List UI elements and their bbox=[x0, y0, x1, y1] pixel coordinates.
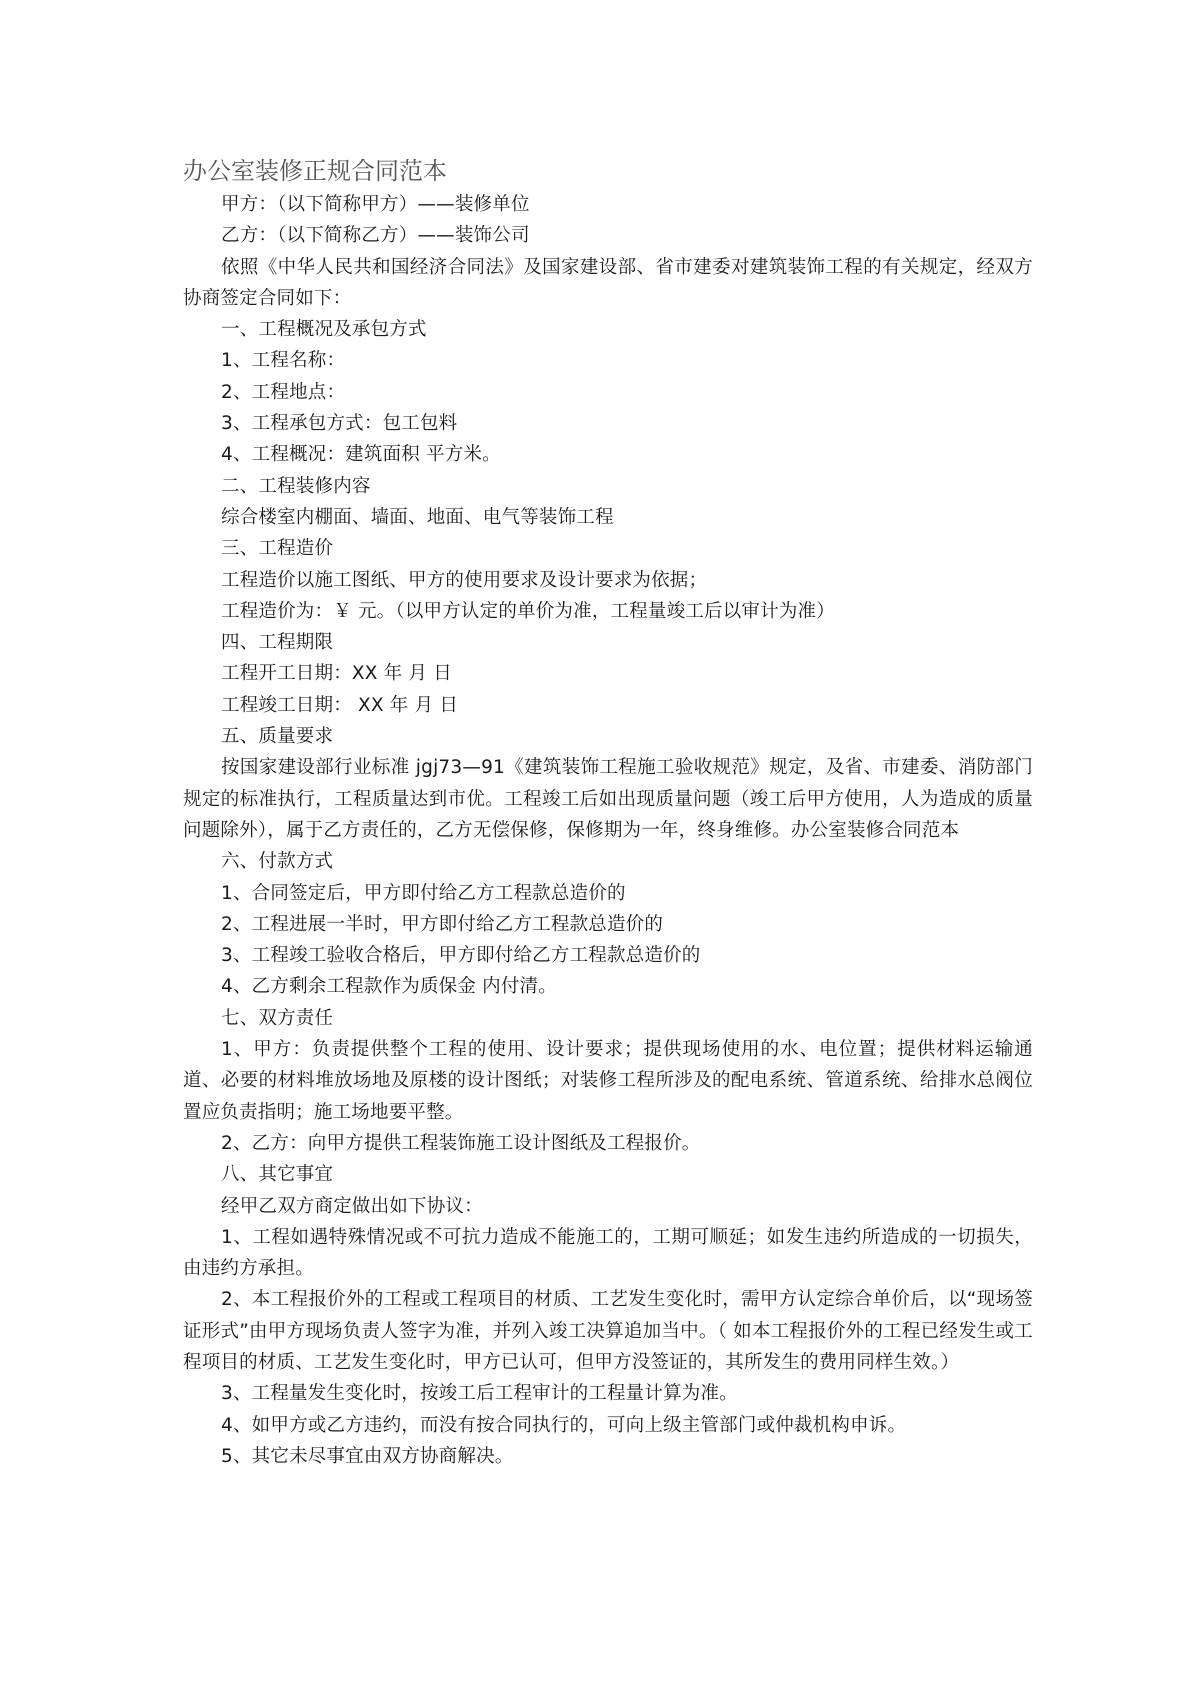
section-heading-1: 一、工程概况及承包方式 bbox=[221, 319, 427, 341]
cost-amount-paragraph: 工程造价为：￥ 元。（以甲方认定的单价为准，工程量竣工后以审计为准） bbox=[221, 600, 835, 622]
section-heading-4: 四、工程期限 bbox=[221, 632, 334, 654]
decoration-content-paragraph: 综合楼室内棚面、墙面、地面、电气等装饰工程 bbox=[221, 506, 614, 528]
section-heading-7: 七、双方责任 bbox=[221, 1007, 334, 1029]
payment-clause-1: 1、合同签定后，甲方即付给乙方工程款总造价的 bbox=[221, 882, 626, 904]
document-title: 办公室装修正规合同范本 bbox=[183, 157, 447, 185]
other-clause-5: 5、其它未尽事宜由双方协商解决。 bbox=[221, 1445, 514, 1467]
section-heading-5: 五、质量要求 bbox=[221, 726, 334, 748]
payment-clause-4: 4、乙方剩余工程款作为质保金 内付清。 bbox=[221, 976, 557, 998]
quality-requirements-paragraph: 按国家建设部行业标准 jgj73—91《建筑装饰工程施工验收规范》规定，及省、市建委、消防部门规定的标准执行，工程质量达到市优。工程竣工后如出现质量问题（竣工后甲方使用，人为造成的质量问题除外），属于乙方责任的，乙方无偿保修，保修期为一年，终身维修。办公室装修合同范本 bbox=[183, 757, 1033, 841]
other-clause-1: 1、工程如遇特殊情况或不可抗力造成不能施工的，工期可顺延；如发生违约所造成的一切损失，由违约方承担。 bbox=[183, 1226, 1033, 1280]
section-heading-3: 三、工程造价 bbox=[221, 538, 334, 560]
party-b-responsibility: 2、乙方：向甲方提供工程装饰施工设计图纸及工程报价。 bbox=[221, 1132, 701, 1154]
other-clause-3: 3、工程量发生变化时，按竣工后工程审计的工程量计算为准。 bbox=[221, 1383, 738, 1405]
other-clause-4: 4、如甲方或乙方违约，而没有按合同执行的，可向上级主管部门或仲裁机构申诉。 bbox=[221, 1414, 907, 1436]
clause-project-overview: 4、工程概况：建筑面积 平方米。 bbox=[221, 444, 501, 466]
document-body bbox=[183, 155, 1033, 1472]
party-a-responsibility: 1、甲方：负责提供整个工程的使用、设计要求；提供现场使用的水、电位置；提供材料运输通道、必要的材料堆放场地及原楼的设计图纸；对装修工程所涉及的配电系统、管道系统、给排水总阀位置应负责指明；施工场地要平整。 bbox=[183, 1039, 1033, 1123]
party-b-line: 乙方：（以下简称乙方）——装饰公司 bbox=[221, 225, 530, 247]
section-heading-6: 六、付款方式 bbox=[221, 851, 334, 873]
section-heading-2: 二、工程装修内容 bbox=[221, 475, 371, 497]
clause-contract-mode: 3、工程承包方式：包工包料 bbox=[221, 413, 458, 435]
start-date-line: 工程开工日期：XX 年 月 日 bbox=[221, 663, 452, 685]
clause-project-name: 1、工程名称： bbox=[221, 350, 346, 372]
completion-date-line: 工程竣工日期： XX 年 月 日 bbox=[221, 694, 459, 716]
party-a-line: 甲方：（以下简称甲方）——装修单位 bbox=[221, 194, 530, 215]
cost-basis-paragraph: 工程造价以施工图纸、甲方的使用要求及设计要求为依据； bbox=[221, 569, 708, 591]
payment-clause-3: 3、工程竣工验收合格后，甲方即付给乙方工程款总造价的 bbox=[221, 945, 701, 967]
other-clause-2: 2、本工程报价外的工程或工程项目的材质、工艺发生变化时，需甲方认定综合单价后，以“现场签证形式”由甲方现场负责人签字为准，并列入竣工决算追加当中。（ 如本工程报价外的工程已经发生或工程项目的材质、工艺发生变化时，甲方已认可，但甲方没签证的，其所发生的费用同样生效。） bbox=[183, 1289, 1033, 1373]
agreement-intro: 经甲乙双方商定做出如下协议： bbox=[221, 1195, 483, 1217]
payment-clause-2: 2、工程进展一半时，甲方即付给乙方工程款总造价的 bbox=[221, 913, 664, 935]
clause-project-location: 2、工程地点： bbox=[221, 381, 346, 403]
preamble-paragraph: 依照《中华人民共和国经济合同法》及国家建设部、省市建委对建筑装饰工程的有关规定，经双方协商签定合同如下： bbox=[183, 256, 1033, 309]
section-heading-8: 八、其它事宜 bbox=[221, 1164, 334, 1186]
